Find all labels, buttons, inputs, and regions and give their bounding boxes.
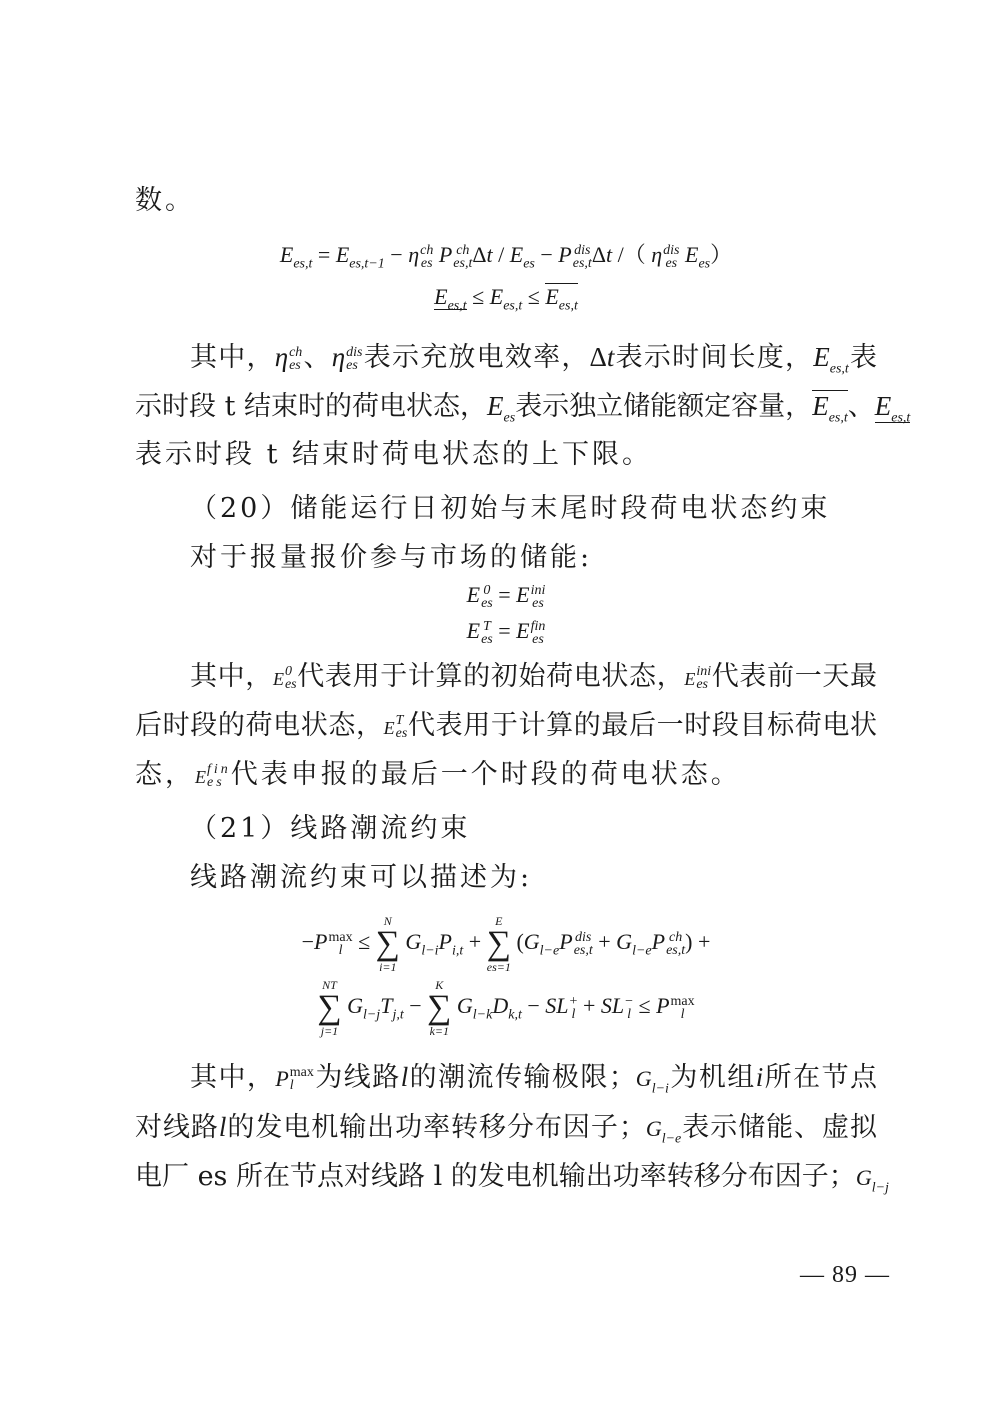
paragraph-line: 对于报量报价参与市场的储能: [190, 542, 593, 573]
paragraph-line: 其中，P max l 为线路l的潮流传输极限；$G_{l-i}$为机组i所在节点 [190, 1062, 878, 1097]
equation-line-flow-1: −P max l ≤ N ∑ i=1 $G_{l-i}P_{i,t}$ + E ∑ es=1 ($G_{l-e}P$ dis es,t + $G_{l-e}P$ ch es,t ) + [301, 913, 711, 974]
equation-soc-update: $E_{es,t} = E_{es,t-1} - \eta$ ch es P ch es,t $\Delta t / E_{es} - P$ dis es,t Δt /（ η dis es $E_{es}$） [279, 242, 733, 272]
equation-initial-soc: E 0 es = E ini es [466, 582, 546, 611]
paragraph-line: 表示时段 t 结束时荷电状态的上下限。 [135, 439, 653, 470]
paragraph-line: 示时段 t 结束时的荷电状态，$E_{es}$表示独立储能额定容量，$E_{es,t}$、$E_{es,t}$ [135, 391, 911, 426]
paragraph-line: 后时段的荷电状态，E T es 代表用于计算的最后一时段目标荷电状 [135, 710, 878, 741]
equation-line-flow-2: NT ∑ j=1 $G_{l-j}T_{j,t}$ − K ∑ k=1 $G_{l-k}D_{k,t}$ − SL + l + SL − l ≤ P max l [317, 977, 695, 1038]
equation-final-soc: E T es = E fin es [466, 618, 546, 647]
section-heading: （21）线路潮流约束 [190, 813, 471, 844]
section-heading: （20）储能运行日初始与末尾时段荷电状态约束 [190, 493, 831, 524]
paragraph-line: 线路潮流约束可以描述为: [190, 862, 533, 893]
page-number: — 89 — [800, 1262, 890, 1288]
paragraph-line: 态，E fin es 代表申报的最后一个时段的荷电状态。 [135, 759, 741, 790]
paragraph-line: 电厂 es 所在节点对线路 l 的发电机输出功率转移分布因子；$G_{l-j}$ [135, 1161, 889, 1196]
paragraph-line: 其中，E 0 es 代表用于计算的初始荷电状态，E ini es 代表前一天最 [190, 661, 878, 692]
paragraph-line: 对线路l的发电机输出功率转移分布因子；$G_{l-e}$表示储能、虚拟 [135, 1112, 878, 1147]
paragraph-line: 其中，η ch es 、η dis es 表示充放电效率，Δt表示时间长度，$E_{es,t}$表 [190, 342, 878, 377]
equation-soc-bounds: $E_{es,t} \le E_{es,t} \le E_{es,t}$ [434, 284, 578, 314]
text-line: 数。 [135, 185, 195, 216]
